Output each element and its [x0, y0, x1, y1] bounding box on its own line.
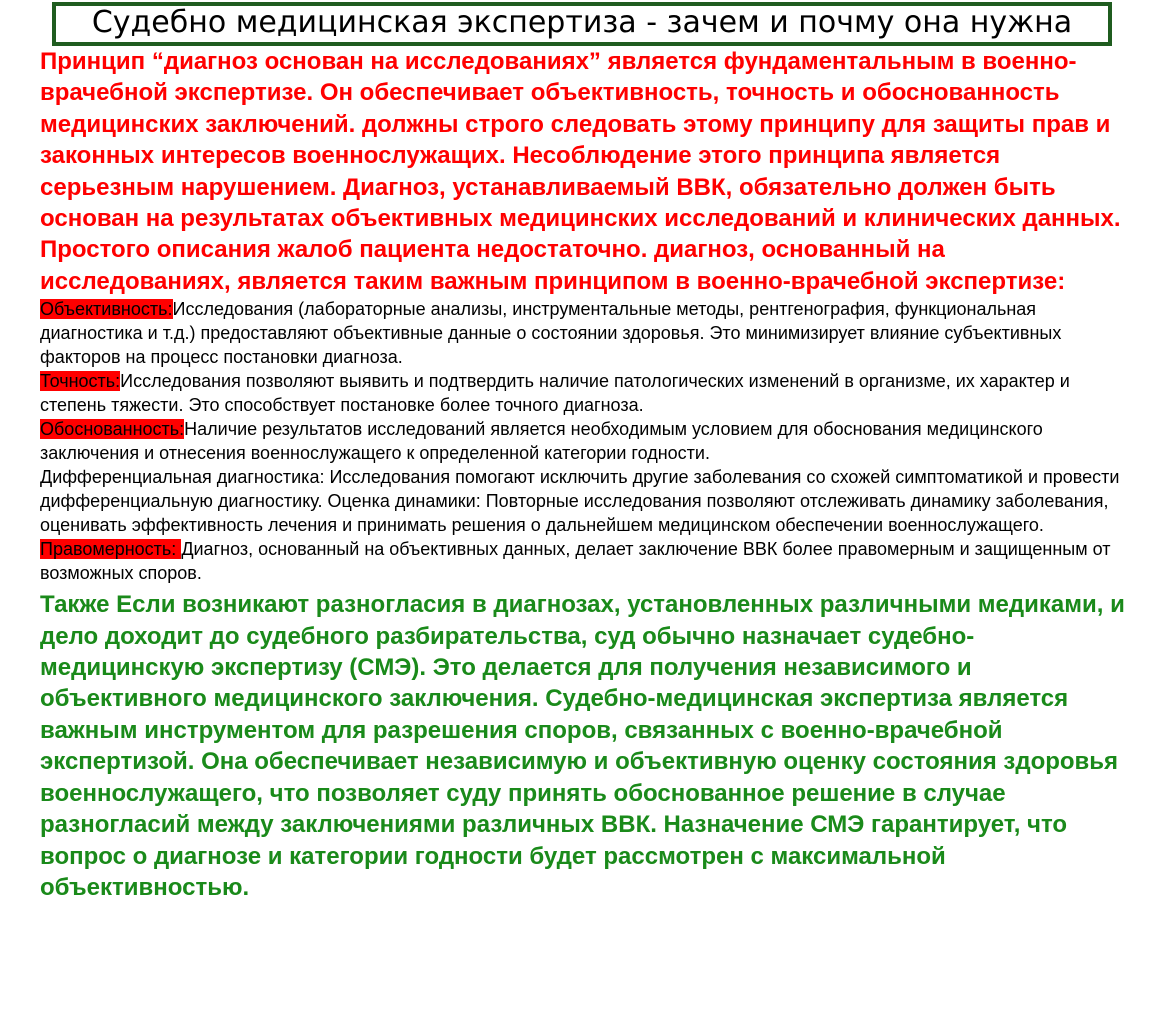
article-body	[40, 46, 1130, 903]
conclusion-paragraph: Также Если возникают разногласия в диагнозах, установленных различными медиками, и дело доходит до судебного разбирательства, суд обычно назначает судебно-медицинскую экспертизу (СМЭ). Это делается для получения независимого и объективного медицинского заключения. Судебно-медицинская экспертиза является важным инструментом для разрешения споров, связанных с военно-врачебной экспертизой. Она обеспечивает независимую и объективную оценку состояния здоровья военнослужащего, что позволяет суду принять обоснованное решение в случае разногласий между заключениями различных ВВК. Назначение СМЭ гарантирует, что вопрос о диагнозе и категории годности будет рассмотрен с максимальной объективностью.	[40, 591, 1125, 901]
item-differential	[40, 465, 1130, 537]
intro-paragraph: Принцип “диагноз основан на исследованиях” является фундаментальным в военно-врачебной экспертизе. Он обеспечивает объективность, точность и обоснованность медицинских заключений. должны строго следовать этому принципу для защиты прав и законных интересов военнослужащих. Несоблюдение этого принципа является серьезным нарушением. Диагноз, устанавливаемый ВВК, обязательно должен быть основан на результатах объективных медицинских исследований и клинических данных. Простого описания жалоб пациента недостаточно. диагноз, основанный на исследованиях, является таким важным принципом в военно-врачебной экспертизе:	[40, 48, 1121, 295]
item-validity	[40, 417, 1130, 465]
differential-text: Дифференциальная диагностика: Исследования помогают исключить другие заболевания со схожей симптоматикой и провести дифференциальную диагностику. Оценка динамики: Повторные исследования позволяют отслеживать динамику заболевания, оценивать эффективность лечения и принимать решения о дальнейшем медицинском обеспечении военнослужащего.	[40, 467, 1120, 536]
principles-list	[40, 297, 1130, 585]
accuracy-text: Исследования позволяют выявить и подтвердить наличие патологических изменений в организме, их характер и степень тяжести. Это способствует постановке более точного диагноза.	[40, 371, 1070, 416]
accuracy-label: Точность:	[40, 371, 121, 392]
objectivity-text: Исследования (лабораторные анализы, инструментальные методы, рентгенография, функциональная диагностика и т.д.) предоставляют объективные данные о состоянии здоровья. Это минимизирует влияние субъективных факторов на процесс постановки диагноза.	[40, 299, 1062, 368]
page-title: Судебно медицинская экспертиза - зачем и почму она нужна	[56, 6, 1108, 42]
validity-text: Наличие результатов исследований является необходимым условием для обоснования медицинского заключения и отнесения военнослужащего к определенной категории годности.	[40, 419, 1043, 464]
legality-label: Правомерность:	[40, 539, 182, 560]
validity-label: Обоснованность:	[40, 419, 185, 440]
item-legality	[40, 537, 1130, 585]
objectivity-label: Объективность:	[40, 299, 173, 320]
legality-text: Диагноз, основанный на объективных данных, делает заключение ВВК более правомерным и защищенным от возможных споров.	[40, 539, 1111, 584]
title-banner	[52, 2, 1112, 46]
item-objectivity	[40, 297, 1130, 369]
item-accuracy	[40, 369, 1130, 417]
